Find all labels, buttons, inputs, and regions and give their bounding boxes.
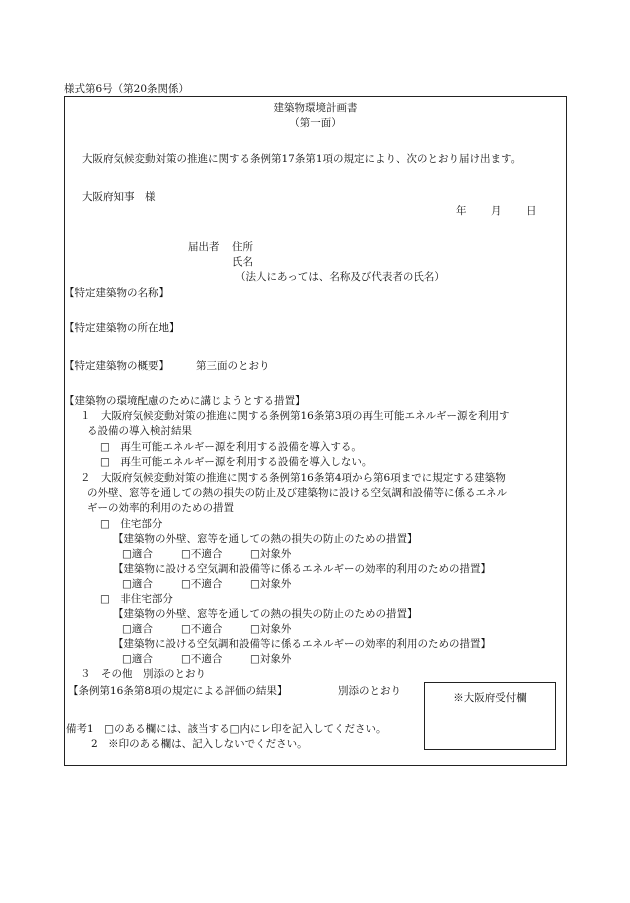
residential-envelope-ok[interactable]: □適合: [122, 548, 153, 560]
note-2: 2 ※印のある欄は、記入しないでください。: [91, 738, 308, 750]
non-residential-equipment-ng[interactable]: □不適合: [181, 653, 223, 665]
measures-heading: 【建築物の環境配慮のために講じようとする措置】: [64, 395, 306, 407]
reception-label: ※大阪府受付欄: [453, 692, 527, 704]
building-overview-value: 第三面のとおり: [196, 360, 270, 372]
notifier-label: 届出者: [188, 241, 220, 253]
measure1-line1: １ 大阪府気候変動対策の推進に関する条例第16条第3項の再生可能エネルギー源を利用す: [80, 410, 510, 422]
residential-envelope-ng[interactable]: □不適合: [181, 548, 223, 560]
non-residential-envelope-na[interactable]: □対象外: [250, 623, 292, 635]
notifier-name: 氏名: [232, 256, 253, 268]
intro-text: 大阪府気候変動対策の推進に関する条例第17条第1項の規定により、次のとおり届け出ます。: [82, 153, 522, 165]
measure1-line2: る設備の導入検討結果: [87, 425, 192, 437]
residential-equipment-heading: 【建築物に設ける空気調和設備等に係るエネルギーの効率的利用のための措置】: [113, 563, 491, 575]
measure2-line2: の外壁、窓等を通しての熱の損失の防止及び建築物に設ける空気調和設備等に係るエネル: [87, 487, 507, 499]
date-day: 日: [526, 205, 537, 217]
non-residential-equipment-heading: 【建築物に設ける空気調和設備等に係るエネルギーの効率的利用のための措置】: [113, 638, 491, 650]
date-year: 年: [456, 205, 467, 217]
form-subtitle: （第一面）: [289, 117, 342, 129]
non-residential-envelope-ng[interactable]: □不適合: [181, 623, 223, 635]
form-title: 建築物環境計画書: [273, 102, 358, 114]
residential-envelope-na[interactable]: □対象外: [250, 548, 292, 560]
notifier-corp-note: （法人にあっては、名称及び代表者の氏名）: [235, 271, 445, 283]
residential-equipment-ng[interactable]: □不適合: [181, 578, 223, 590]
non-residential-envelope-ok[interactable]: □適合: [122, 623, 153, 635]
residential-checkbox[interactable]: □ 住宅部分: [100, 518, 163, 530]
non-residential-envelope-heading: 【建築物の外壁、窓等を通しての熱の損失の防止のための措置】: [113, 608, 418, 620]
evaluation-value: 別添のとおり: [338, 685, 401, 697]
notifier-address: 住所: [232, 241, 253, 253]
date-month: 月: [491, 205, 502, 217]
measure1-option-not-install[interactable]: □ 再生可能エネルギー源を利用する設備を導入しない。: [100, 456, 373, 468]
non-residential-checkbox[interactable]: □ 非住宅部分: [100, 593, 173, 605]
addressee: 大阪府知事 様: [82, 191, 156, 203]
residential-equipment-ok[interactable]: □適合: [122, 578, 153, 590]
reception-box: [424, 682, 556, 750]
building-overview-heading: 【特定建築物の概要】: [64, 360, 169, 372]
measure3-text: ３ その他 別添のとおり: [80, 668, 206, 680]
evaluation-label: 【条例第16条第8項の規定による評価の結果】: [68, 685, 288, 697]
measure1-option-install[interactable]: □ 再生可能エネルギー源を利用する設備を導入する。: [100, 441, 362, 453]
building-name-heading: 【特定建築物の名称】: [64, 287, 169, 299]
measure2-line1: ２ 大阪府気候変動対策の推進に関する条例第16条第4項から第6項までに規定する建築物: [80, 472, 506, 484]
residential-equipment-na[interactable]: □対象外: [250, 578, 292, 590]
note-1: 備考1 □のある欄には、該当する□内にレ印を記入してください。: [66, 723, 387, 735]
measure2-line3: ギーの効率的利用のための措置: [87, 502, 234, 514]
non-residential-equipment-ok[interactable]: □適合: [122, 653, 153, 665]
form-number: 様式第6号（第20条関係）: [64, 83, 190, 95]
residential-envelope-heading: 【建築物の外壁、窓等を通しての熱の損失の防止のための措置】: [113, 533, 418, 545]
building-location-heading: 【特定建築物の所在地】: [64, 322, 180, 334]
non-residential-equipment-na[interactable]: □対象外: [250, 653, 292, 665]
